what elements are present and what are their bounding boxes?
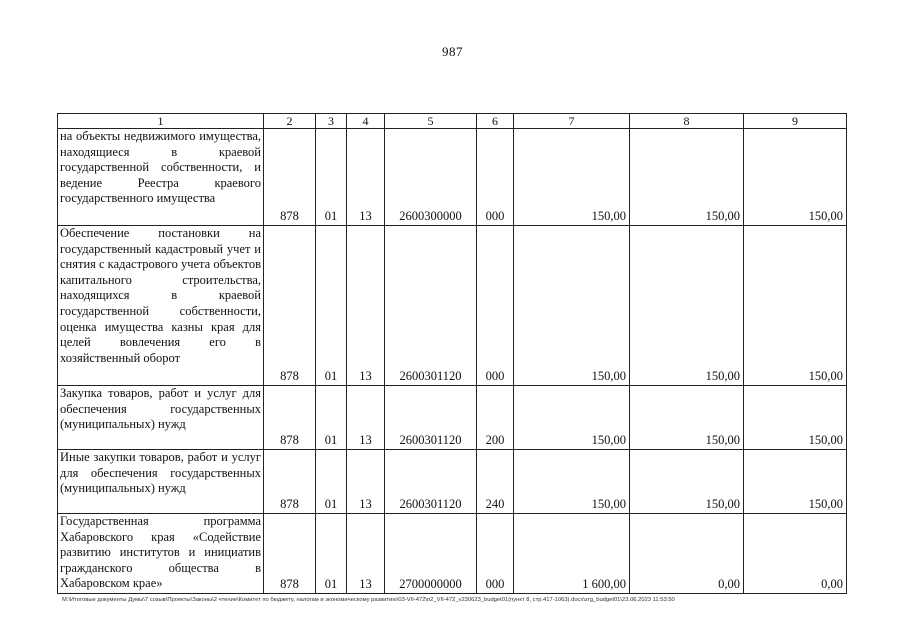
amount-col7: 150,00 [514, 129, 630, 226]
amount-col9: 0,00 [744, 514, 847, 594]
document-file-path: М:\Итоговые документы Думы\7 созыв\Проекты\Законы\2 чтение\Комитет по бюджету, налогам и экономическому развитию\03-VII-472\п2_VII-472_v230623_budget01(пункт 8, стр.417-1063).docx\zrg_budget01\23.06.2023 11:53:50 [62, 597, 675, 603]
page-number: 987 [442, 44, 463, 59]
column-number: 2 [264, 114, 316, 129]
amount-col9: 150,00 [744, 386, 847, 450]
section-code: 01 [316, 129, 347, 226]
subsection-code: 13 [347, 226, 385, 386]
subsection-code: 13 [347, 129, 385, 226]
table-row [58, 226, 847, 386]
amount-col7: 150,00 [514, 450, 630, 514]
column-number: 8 [630, 114, 744, 129]
table-row [58, 129, 847, 226]
item-name: Государственная программа Хабаровского края «Содействие развитию институтов и инициатив гражданского общества в Хабаровском крае» [58, 514, 264, 594]
target-article-code: 2600301120 [385, 226, 477, 386]
table-row [58, 386, 847, 450]
amount-col9: 150,00 [744, 129, 847, 226]
budget-table [57, 113, 847, 594]
amount-col7: 1 600,00 [514, 514, 630, 594]
amount-col8: 150,00 [630, 129, 744, 226]
target-article-code: 2600300000 [385, 129, 477, 226]
amount-col8: 150,00 [630, 450, 744, 514]
amount-col8: 150,00 [630, 226, 744, 386]
subsection-code: 13 [347, 386, 385, 450]
column-number: 7 [514, 114, 630, 129]
amount-col8: 150,00 [630, 386, 744, 450]
target-article-code: 2700000000 [385, 514, 477, 594]
section-code: 01 [316, 386, 347, 450]
amount-col9: 150,00 [744, 450, 847, 514]
subsection-code: 13 [347, 450, 385, 514]
item-name: Иные закупки товаров, работ и услуг для обеспечения государственных (муниципальных) нужд [58, 450, 264, 514]
amount-col8: 0,00 [630, 514, 744, 594]
expense-type-code: 240 [477, 450, 514, 514]
item-name: Закупка товаров, работ и услуг для обеспечения государственных (муниципальных) нужд [58, 386, 264, 450]
column-number: 9 [744, 114, 847, 129]
column-number: 4 [347, 114, 385, 129]
ministry-code: 878 [264, 226, 316, 386]
column-number: 3 [316, 114, 347, 129]
target-article-code: 2600301120 [385, 386, 477, 450]
target-article-code: 2600301120 [385, 450, 477, 514]
amount-col7: 150,00 [514, 226, 630, 386]
ministry-code: 878 [264, 386, 316, 450]
column-number: 5 [385, 114, 477, 129]
column-number: 6 [477, 114, 514, 129]
table-row [58, 514, 847, 594]
item-name: на объекты недвижимого имущества, находящиеся в краевой государственной собственности, и ведение Реестра краевого государственного имущества [58, 129, 264, 226]
expense-type-code: 200 [477, 386, 514, 450]
amount-col9: 150,00 [744, 226, 847, 386]
subsection-code: 13 [347, 514, 385, 594]
expense-type-code: 000 [477, 514, 514, 594]
table-row [58, 450, 847, 514]
item-name: Обеспечение постановки на государственный кадастровый учет и снятия с кадастрового учета объектов капитального строительства, находящихся в краевой государственной собственности, оценка имущества казны края для целей вовлечения его в хозяйственный оборот [58, 226, 264, 386]
section-code: 01 [316, 226, 347, 386]
section-code: 01 [316, 514, 347, 594]
ministry-code: 878 [264, 129, 316, 226]
expense-type-code: 000 [477, 129, 514, 226]
ministry-code: 878 [264, 514, 316, 594]
amount-col7: 150,00 [514, 386, 630, 450]
expense-type-code: 000 [477, 226, 514, 386]
column-number: 1 [58, 114, 264, 129]
section-code: 01 [316, 450, 347, 514]
ministry-code: 878 [264, 450, 316, 514]
column-number-row [58, 114, 847, 129]
